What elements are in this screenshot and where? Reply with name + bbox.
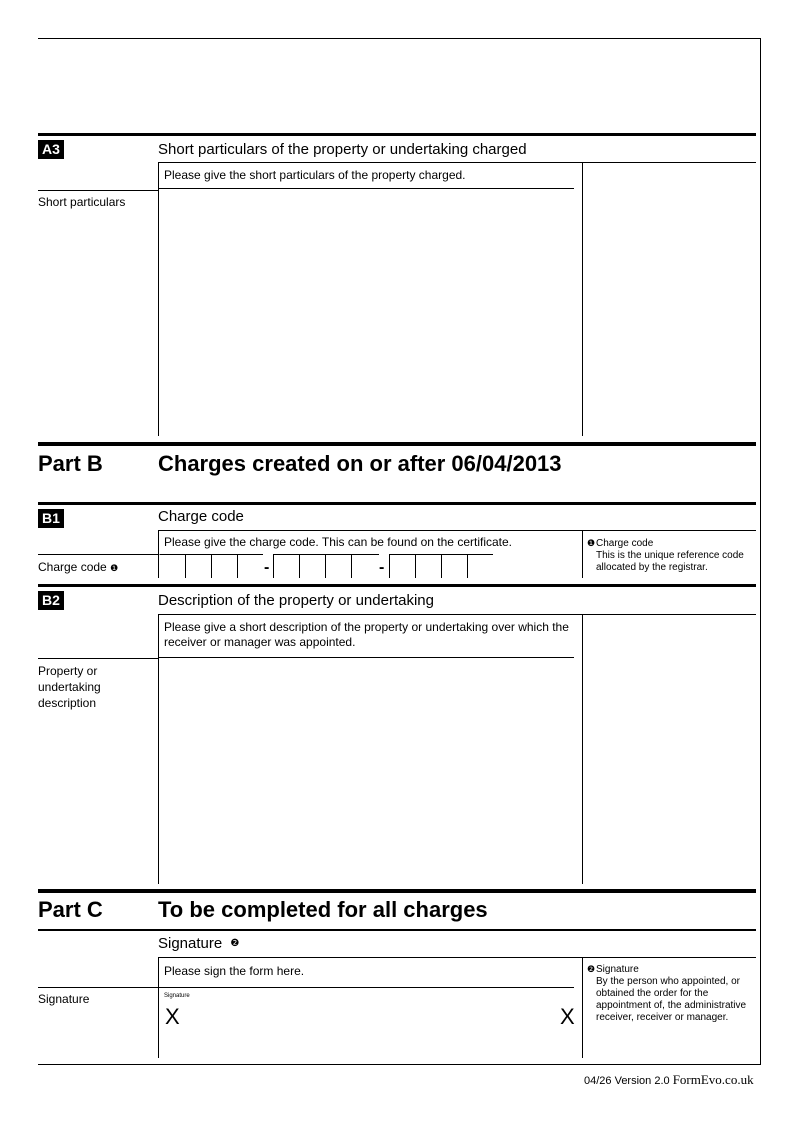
footer	[584, 1073, 754, 1088]
signature-box-caption: Signature	[164, 993, 190, 999]
b2-mid-rule	[582, 614, 583, 884]
charge-code-input[interactable]	[159, 554, 499, 578]
b1-label-rule	[38, 554, 158, 555]
b1-heading-rule	[38, 502, 756, 505]
a3-section-tag: A3	[38, 140, 64, 159]
b1-section-title: Charge code	[158, 508, 244, 525]
part-b-title: Charges created on or after 06/04/2013	[158, 451, 562, 476]
property-description-label: Property or undertaking description	[38, 664, 101, 710]
right-rule	[760, 38, 761, 1064]
signature-label-rule	[38, 987, 158, 988]
b1-mid-rule	[582, 530, 583, 578]
charge-code-note-body: This is the unique reference code allocated by the registrar.	[596, 550, 744, 573]
signature-note-bullet: ❷	[587, 964, 596, 974]
signature-title-marker: ❷	[230, 938, 240, 949]
signature-field[interactable]	[159, 988, 574, 1058]
charge-code-separator-2: -	[379, 559, 385, 576]
charge-code-label	[38, 559, 118, 576]
b2-heading-rule	[38, 584, 756, 587]
a3-section-title: Short particulars of the property or undertaking charged	[158, 141, 527, 158]
charge-code-note	[587, 537, 757, 574]
part-b-label: Part B	[38, 451, 103, 476]
b2-instruction: Please give a short description of the property or undertaking over which the receiver or manager was appointed.	[164, 620, 569, 649]
b2-section-title: Description of the property or undertaking	[158, 592, 434, 609]
signature-mid-rule	[582, 957, 583, 1058]
signature-note-title: Signature	[596, 964, 639, 975]
charge-code-separator-1: -	[264, 559, 270, 576]
a3-title-rule	[158, 162, 756, 163]
signature-label: Signature	[38, 992, 90, 1006]
b1-section-tag: B1	[38, 509, 64, 528]
part-c-label: Part C	[38, 897, 103, 922]
charge-code-boxes	[159, 554, 499, 578]
signature-note-body: By the person who appointed, or obtained the order for the appointment of, the administrative receiver, receiver or manager.	[596, 976, 747, 1023]
signature-note	[587, 963, 757, 1024]
signature-heading-rule	[38, 929, 756, 931]
b1-title-rule	[158, 530, 756, 531]
a3-instruction: Please give the short particulars of the property charged.	[164, 168, 466, 182]
b2-title-rule	[158, 614, 756, 615]
bottom-rule	[38, 1064, 761, 1065]
signature-start-x-mark: X	[165, 1004, 180, 1029]
a3-heading-rule	[38, 133, 756, 136]
a3-mid-rule	[582, 162, 583, 436]
b1-instruction: Please give the charge code. This can be found on the certificate.	[164, 535, 512, 549]
short-particulars-field[interactable]	[159, 189, 574, 435]
property-description-field[interactable]	[159, 658, 574, 883]
signature-title-text: Signature	[158, 935, 223, 952]
footer-brand: FormEvo.co.uk	[672, 1072, 754, 1087]
b2-label-rule	[38, 658, 158, 659]
signature-end-x-mark: X	[560, 1004, 575, 1029]
charge-code-note-bullet: ❶	[587, 538, 596, 548]
part-c-title: To be completed for all charges	[158, 897, 488, 922]
charge-code-note-marker: ❶	[110, 563, 119, 573]
footer-version: 04/26 Version 2.0	[584, 1075, 670, 1087]
signature-instruction: Please sign the form here.	[164, 964, 305, 978]
part-b-rule	[38, 442, 756, 446]
charge-code-note-title: Charge code	[596, 538, 654, 549]
a3-label-rule	[38, 190, 158, 191]
top-rule	[38, 38, 761, 39]
b2-section-tag: B2	[38, 591, 64, 610]
part-c-rule	[38, 889, 756, 893]
short-particulars-label: Short particulars	[38, 195, 126, 209]
signature-title-rule	[158, 957, 756, 958]
signature-section-title	[158, 935, 239, 953]
charge-code-label-text: Charge code	[38, 560, 107, 574]
